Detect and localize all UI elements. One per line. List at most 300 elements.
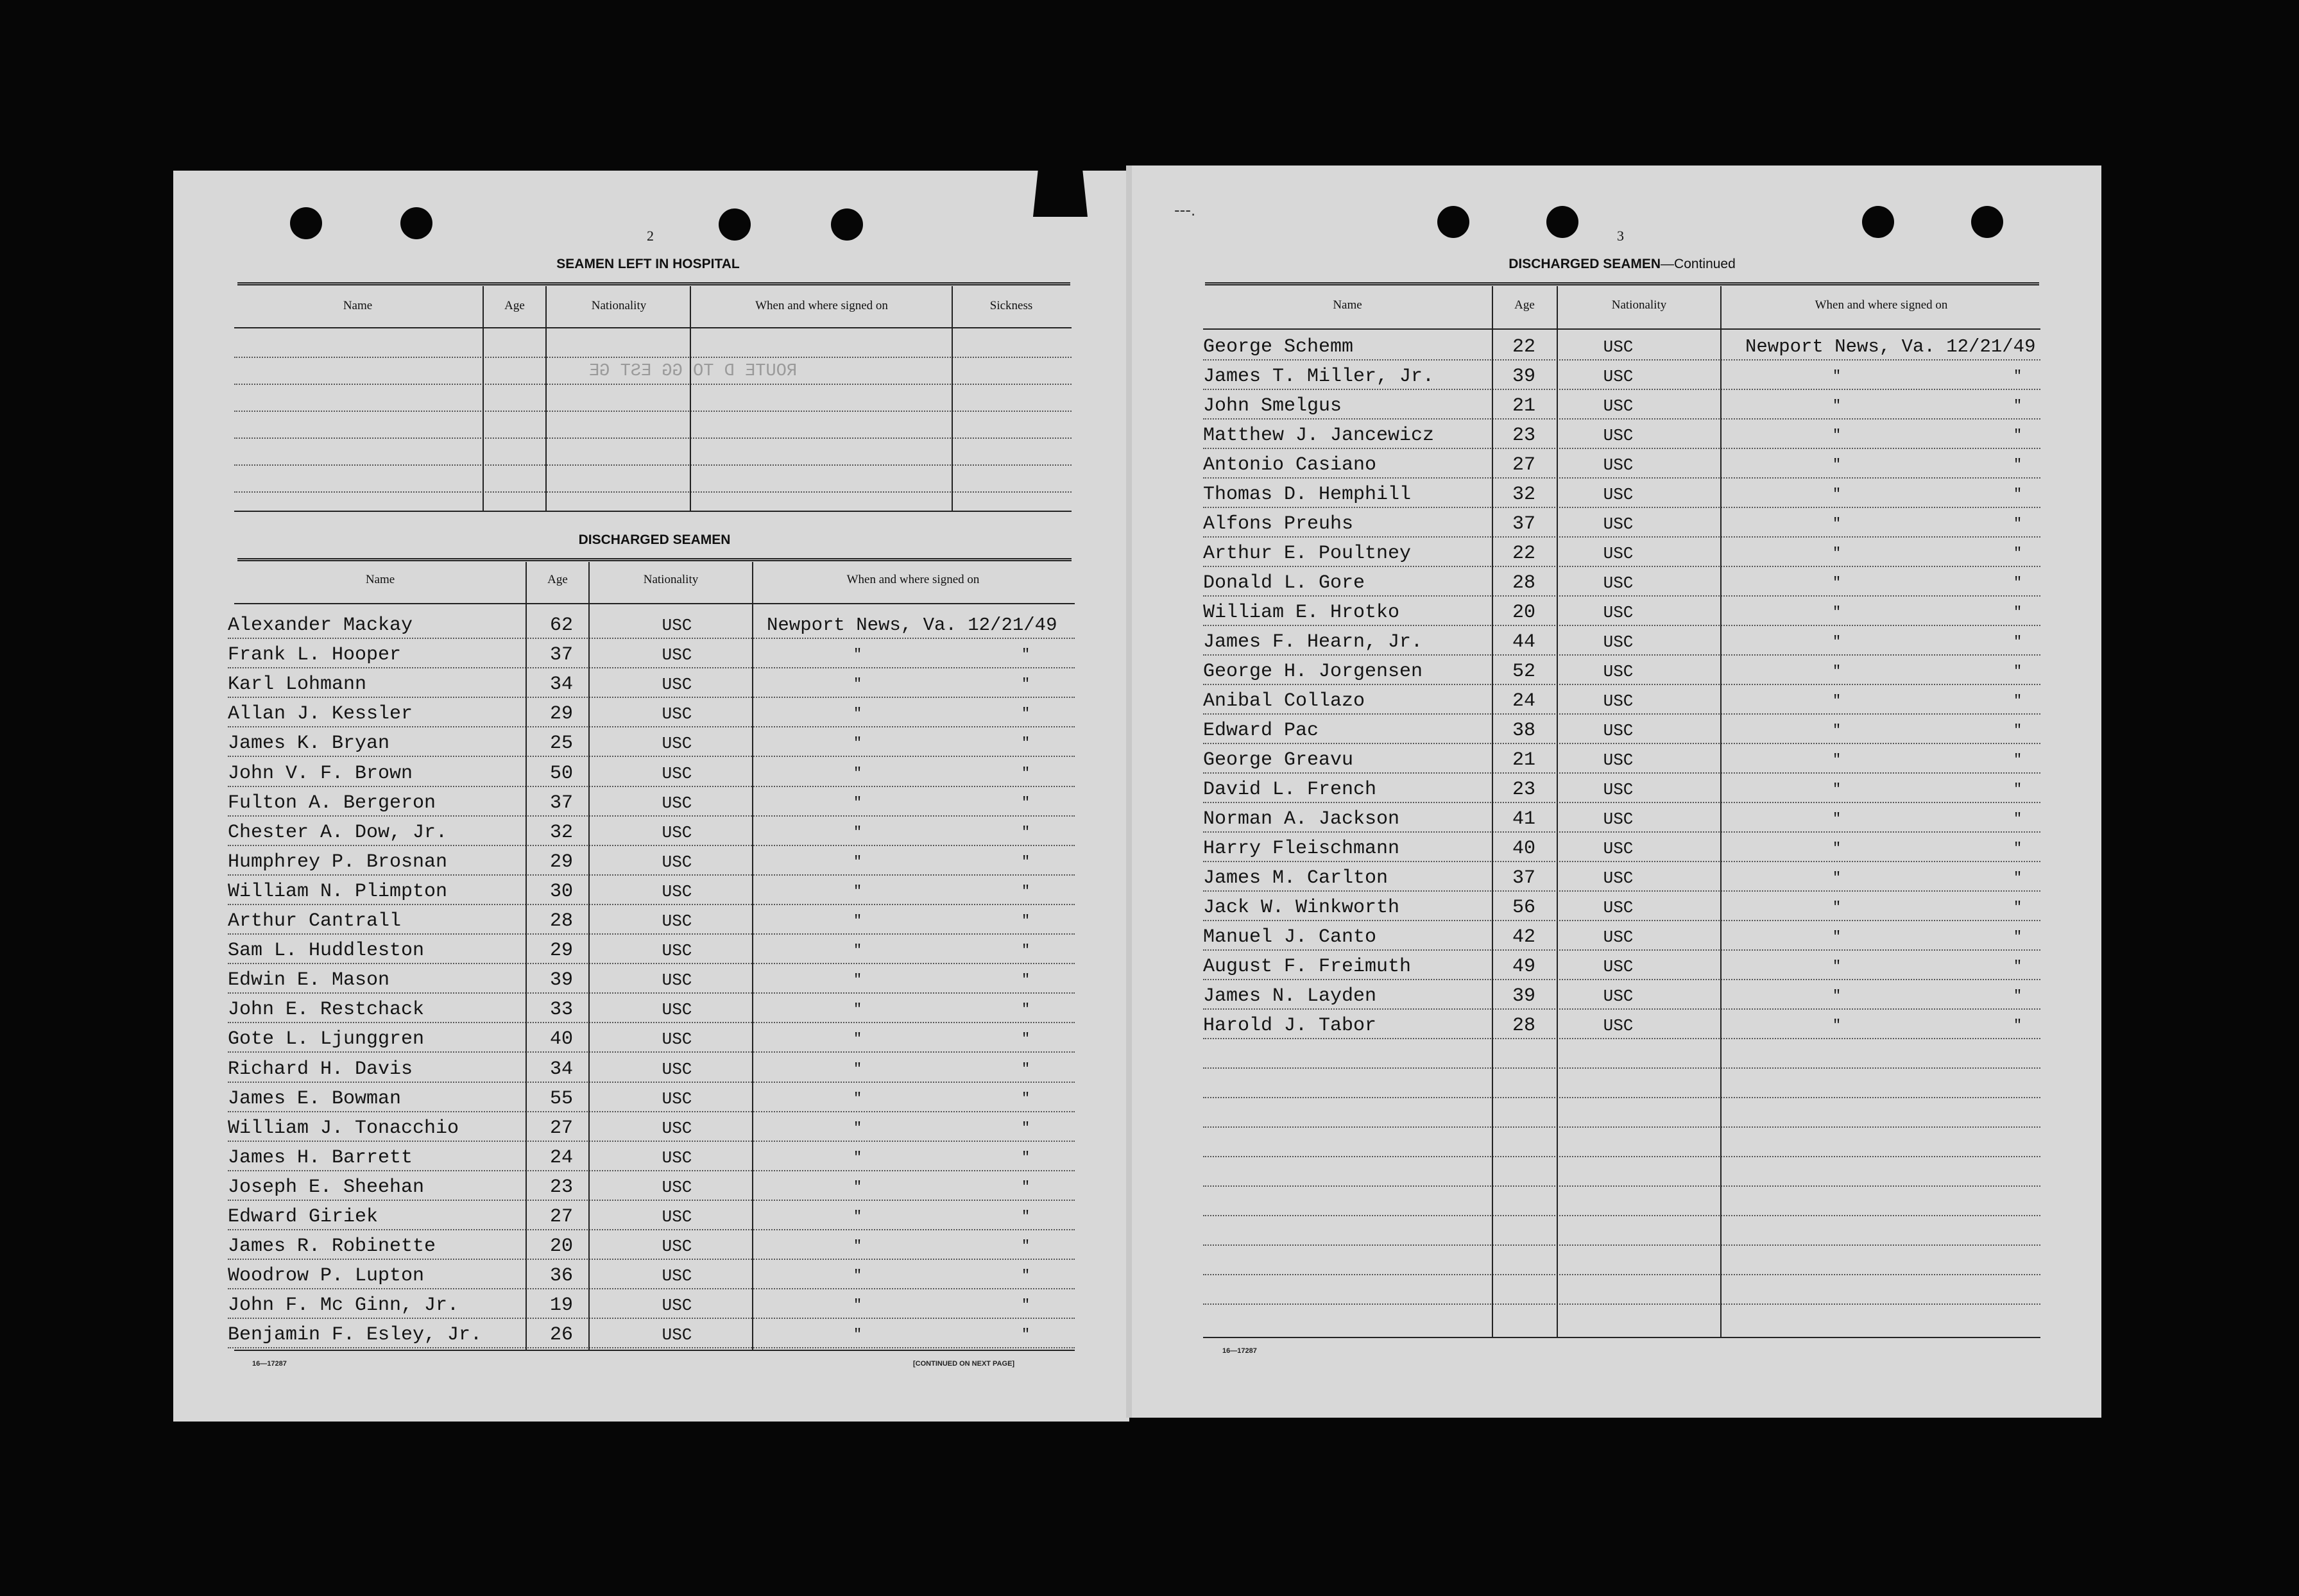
seaman-name: James T. Miller, Jr. <box>1203 366 1435 387</box>
ditto-mark: " <box>1021 647 1030 663</box>
punch-hole <box>1971 206 2003 238</box>
seaman-nationality: USC <box>1603 573 1634 593</box>
seaman-age: 23 <box>549 1176 573 1198</box>
seaman-name: John Smelgus <box>1203 395 1342 417</box>
seaman-age: 39 <box>1512 985 1535 1007</box>
seaman-name: Humphrey P. Brosnan <box>228 851 448 873</box>
ditto-mark: " <box>2013 486 2022 502</box>
seaman-name: Alfons Preuhs <box>1203 513 1354 535</box>
row-line <box>1203 389 2040 390</box>
ditto-mark: " <box>1833 368 1842 384</box>
seaman-age: 37 <box>549 644 573 666</box>
empty-row-line <box>1203 1126 2040 1128</box>
ditto-mark: " <box>1833 516 1842 532</box>
seaman-age: 19 <box>549 1295 573 1317</box>
row-line <box>228 1082 1075 1083</box>
ditto-mark: " <box>1833 840 1842 856</box>
seaman-age: 21 <box>1512 395 1535 417</box>
ditto-mark: " <box>2013 693 2022 709</box>
row-line <box>228 874 1075 876</box>
seaman-nationality: USC <box>1603 751 1634 770</box>
seaman-age: 42 <box>1512 926 1535 948</box>
seaman-name: Gote L. Ljunggren <box>228 1028 425 1051</box>
seaman-nationality: USC <box>1603 544 1634 563</box>
empty-row-line <box>234 491 1072 493</box>
ditto-mark: " <box>853 1149 862 1166</box>
seaman-nationality: USC <box>662 1237 692 1257</box>
row-line <box>1203 359 2040 361</box>
signed-on-place-date: Newport News, Va. 12/21/49 <box>1745 336 2036 357</box>
seaman-nationality: USC <box>662 616 692 635</box>
seaman-nationality: USC <box>662 1118 692 1138</box>
ditto-mark: " <box>1021 1090 1030 1107</box>
row-line <box>228 1288 1075 1289</box>
row-line <box>228 1318 1075 1319</box>
seaman-name: Allan J. Kessler <box>228 703 413 726</box>
ditto-mark: " <box>1021 735 1030 752</box>
row-line <box>1203 979 2040 980</box>
seaman-nationality: USC <box>662 1296 692 1316</box>
ditto-mark: " <box>1833 575 1842 591</box>
seaman-nationality: USC <box>662 1177 692 1197</box>
row-line <box>1203 536 2040 538</box>
punch-hole <box>1862 206 1894 238</box>
ditto-mark: " <box>1021 1327 1030 1343</box>
row-line <box>228 786 1075 787</box>
seaman-age: 37 <box>1512 513 1535 535</box>
empty-row-line <box>1203 1215 2040 1216</box>
seaman-name: James M. Carlton <box>1203 867 1389 889</box>
seaman-nationality: USC <box>1603 692 1634 711</box>
row-line <box>228 1200 1075 1201</box>
ditto-mark: " <box>853 647 862 663</box>
seaman-age: 37 <box>1512 867 1535 889</box>
seaman-name: James F. Hearn, Jr. <box>1203 631 1423 653</box>
seaman-name: Woodrow P. Lupton <box>228 1265 425 1287</box>
seaman-age: 27 <box>549 1206 573 1228</box>
seaman-age: 36 <box>549 1265 573 1287</box>
row-line <box>228 667 1075 668</box>
row-line <box>1203 861 2040 862</box>
col-header-age: Age <box>547 573 568 586</box>
row-line <box>228 1229 1075 1230</box>
seaman-nationality: USC <box>1603 957 1634 976</box>
seaman-name: Jack W. Winkworth <box>1203 897 1400 919</box>
ditto-mark: " <box>2013 988 2022 1004</box>
ditto-mark: " <box>1021 883 1030 899</box>
header-rule <box>234 603 1075 604</box>
empty-row-line <box>1203 1244 2040 1246</box>
col-header-name: Name <box>365 573 395 586</box>
ditto-mark: " <box>853 913 862 929</box>
seaman-age: 23 <box>1512 779 1535 801</box>
ditto-mark: " <box>853 1060 862 1077</box>
seaman-nationality: USC <box>1603 987 1634 1006</box>
ditto-mark: " <box>853 1327 862 1343</box>
ditto-mark: " <box>2013 457 2022 473</box>
row-line <box>228 1051 1075 1053</box>
seaman-nationality: USC <box>1603 928 1634 947</box>
seaman-nationality: USC <box>1603 455 1634 475</box>
ditto-mark: " <box>2013 752 2022 768</box>
row-line <box>228 726 1075 727</box>
seaman-nationality: USC <box>1603 514 1634 534</box>
punch-hole <box>831 208 863 241</box>
seaman-nationality: USC <box>1603 898 1634 917</box>
ditto-mark: " <box>853 1209 862 1225</box>
ditto-mark: " <box>1021 794 1030 811</box>
seaman-age: 50 <box>549 762 573 785</box>
ditto-mark: " <box>2013 398 2022 414</box>
ditto-mark: " <box>2013 575 2022 591</box>
seaman-name: Chester A. Dow, Jr. <box>228 821 448 844</box>
seaman-name: Antonio Casiano <box>1203 454 1377 476</box>
seaman-age: 44 <box>1512 631 1535 653</box>
ditto-mark: " <box>1833 545 1842 561</box>
ditto-mark: " <box>2013 722 2022 738</box>
seaman-nationality: USC <box>1603 603 1634 622</box>
row-line <box>1203 1038 2040 1039</box>
ditto-mark: " <box>1833 457 1842 473</box>
ditto-mark: " <box>853 824 862 840</box>
col-header-signed-on: When and where signed on <box>846 573 980 586</box>
ditto-mark: " <box>1833 722 1842 738</box>
seaman-nationality: USC <box>662 822 692 842</box>
seaman-age: 49 <box>1512 956 1535 978</box>
seaman-age: 39 <box>549 969 573 992</box>
punch-hole <box>1437 206 1469 238</box>
row-line <box>228 815 1075 817</box>
seaman-age: 26 <box>549 1324 573 1346</box>
seaman-nationality: USC <box>662 1030 692 1049</box>
ditto-mark: " <box>2013 870 2022 886</box>
row-line <box>1203 625 2040 626</box>
row-line <box>1203 418 2040 420</box>
row-line <box>1203 772 2040 774</box>
seaman-age: 34 <box>549 1058 573 1080</box>
ditto-mark: " <box>1021 1268 1030 1284</box>
punch-hole <box>1546 206 1578 238</box>
row-line <box>1203 448 2040 449</box>
ditto-mark: " <box>853 735 862 752</box>
seaman-nationality: USC <box>662 1000 692 1020</box>
seaman-age: 40 <box>1512 838 1535 860</box>
seaman-name: James E. Bowman <box>228 1087 402 1110</box>
row-line <box>1203 477 2040 479</box>
ditto-mark: " <box>853 765 862 781</box>
ditto-mark: " <box>1021 972 1030 989</box>
ditto-mark: " <box>1833 988 1842 1004</box>
seaman-name: Sam L. Huddleston <box>228 940 425 962</box>
seaman-nationality: USC <box>662 1148 692 1167</box>
ditto-mark: " <box>853 853 862 870</box>
seaman-name: George H. Jorgensen <box>1203 661 1423 683</box>
seaman-nationality: USC <box>1603 367 1634 386</box>
seaman-name: John F. Mc Ginn, Jr. <box>228 1295 459 1317</box>
table-bottom-rule <box>234 1350 1075 1351</box>
row-line <box>1203 920 2040 921</box>
seaman-name: Edwin E. Mason <box>228 969 390 992</box>
row-line <box>228 845 1075 846</box>
seaman-name: Harry Fleischmann <box>1203 838 1400 860</box>
seaman-nationality: USC <box>662 941 692 961</box>
ditto-mark: " <box>2013 929 2022 945</box>
seaman-nationality: USC <box>1603 869 1634 888</box>
table-bottom-rule <box>1203 1337 2040 1338</box>
ditto-mark: " <box>2013 811 2022 827</box>
row-line <box>1203 595 2040 597</box>
ditto-mark: " <box>1021 1031 1030 1048</box>
ditto-mark: " <box>1833 958 1842 974</box>
seaman-name: James H. Barrett <box>228 1146 413 1169</box>
seaman-name: Thomas D. Hemphill <box>1203 484 1412 505</box>
ditto-mark: " <box>1833 1017 1842 1033</box>
row-line <box>228 1022 1075 1023</box>
seaman-name: Donald L. Gore <box>1203 572 1365 594</box>
seaman-name: William E. Hrotko <box>1203 602 1400 624</box>
seaman-age: 21 <box>1512 749 1535 771</box>
row-line <box>1203 1008 2040 1010</box>
punch-hole <box>400 207 432 239</box>
row-line <box>228 1111 1075 1112</box>
ditto-mark: " <box>1833 929 1842 945</box>
empty-row-line <box>1203 1274 2040 1275</box>
seaman-nationality: USC <box>1603 396 1634 416</box>
seaman-age: 22 <box>1512 336 1535 358</box>
seaman-nationality: USC <box>1603 721 1634 740</box>
discharged-title: DISCHARGED SEAMEN <box>578 532 731 547</box>
row-line <box>1203 654 2040 656</box>
seaman-name: John E. Restchack <box>228 999 425 1021</box>
title-suffix: —Continued <box>1661 257 1736 271</box>
ditto-mark: " <box>2013 781 2022 797</box>
ditto-mark: " <box>853 1090 862 1107</box>
row-line <box>1203 566 2040 567</box>
seaman-nationality: USC <box>662 645 692 665</box>
seaman-name: Alexander Mackay <box>228 615 413 636</box>
hospital-title: SEAMEN LEFT IN HOSPITAL <box>556 257 740 271</box>
seaman-nationality: USC <box>662 1089 692 1108</box>
form-number: 16—17287 <box>252 1360 287 1368</box>
seaman-name: William N. Plimpton <box>228 880 448 903</box>
row-line <box>1203 507 2040 508</box>
double-rule <box>1205 282 2039 285</box>
page-gutter <box>1126 166 1132 1418</box>
ditto-mark: " <box>853 1268 862 1284</box>
seaman-nationality: USC <box>1603 485 1634 504</box>
seaman-name: Edward Giriek <box>228 1206 379 1228</box>
ditto-mark: " <box>853 942 862 959</box>
seaman-name: Benjamin F. Esley, Jr. <box>228 1324 483 1346</box>
ditto-mark: " <box>1833 781 1842 797</box>
column-divider <box>1492 286 1493 1338</box>
seaman-age: 32 <box>1512 484 1535 505</box>
ditto-mark: " <box>853 706 862 722</box>
seaman-name: William J. Tonacchio <box>228 1117 459 1139</box>
seaman-age: 29 <box>549 940 573 962</box>
ditto-mark: " <box>853 972 862 989</box>
ditto-mark: " <box>1021 1060 1030 1077</box>
ditto-mark: " <box>1833 663 1842 679</box>
seaman-nationality: USC <box>662 1059 692 1079</box>
seaman-nationality: USC <box>1603 839 1634 858</box>
ditto-mark: " <box>1021 824 1030 840</box>
col-header-name: Name <box>343 299 373 312</box>
table-bottom-rule <box>234 511 1072 512</box>
seaman-age: 55 <box>549 1087 573 1110</box>
ditto-mark: " <box>1833 870 1842 886</box>
title-main: DISCHARGED SEAMEN <box>1508 257 1661 271</box>
seaman-age: 32 <box>549 821 573 844</box>
seaman-name: Frank L. Hooper <box>228 644 402 666</box>
row-line <box>228 638 1075 639</box>
seaman-name: Arthur Cantrall <box>228 910 402 932</box>
seaman-nationality: USC <box>1603 426 1634 445</box>
ditto-mark: " <box>2013 958 2022 974</box>
empty-row-line <box>1203 1303 2040 1305</box>
ditto-mark: " <box>1833 899 1842 915</box>
row-line <box>228 697 1075 698</box>
ditto-mark: " <box>1833 486 1842 502</box>
seaman-age: 33 <box>549 999 573 1021</box>
ditto-mark: " <box>853 883 862 899</box>
col-header-nationality: Nationality <box>591 299 647 312</box>
ditto-mark: " <box>853 1178 862 1195</box>
empty-row-line <box>1203 1185 2040 1187</box>
empty-row-line <box>234 464 1072 466</box>
seaman-nationality: USC <box>1603 1016 1634 1035</box>
column-divider <box>690 286 691 511</box>
seaman-nationality: USC <box>662 971 692 990</box>
seaman-nationality: USC <box>662 704 692 724</box>
seaman-name: August F. Freimuth <box>1203 956 1412 978</box>
empty-row-line <box>1203 1097 2040 1098</box>
seaman-age: 27 <box>549 1117 573 1139</box>
column-divider <box>1720 286 1722 1338</box>
row-line <box>228 756 1075 757</box>
header-rule <box>1203 328 2040 330</box>
ditto-mark: " <box>1833 693 1842 709</box>
ditto-mark: " <box>2013 368 2022 384</box>
ditto-mark: " <box>1021 1238 1030 1255</box>
row-line <box>1203 802 2040 803</box>
seaman-name: Manuel J. Canto <box>1203 926 1377 948</box>
seaman-name: James R. Robinette <box>228 1235 436 1258</box>
seaman-age: 20 <box>1512 602 1535 624</box>
seaman-age: 22 <box>1512 543 1535 565</box>
seaman-age: 24 <box>549 1146 573 1169</box>
double-rule <box>237 282 1070 285</box>
seaman-age: 20 <box>549 1235 573 1258</box>
continued-note: [CONTINUED ON NEXT PAGE] <box>913 1360 1015 1368</box>
row-line <box>228 1170 1075 1171</box>
ditto-mark: " <box>853 794 862 811</box>
ditto-mark: " <box>853 1001 862 1018</box>
empty-row-line <box>1203 1067 2040 1069</box>
seaman-age: 62 <box>549 615 573 636</box>
seaman-name: Harold J. Tabor <box>1203 1015 1377 1037</box>
seaman-name: Edward Pac <box>1203 720 1319 742</box>
row-line <box>1203 743 2040 744</box>
col-header-nationality: Nationality <box>1611 298 1667 312</box>
seaman-nationality: USC <box>662 881 692 901</box>
ditto-mark: " <box>2013 604 2022 620</box>
col-header-name: Name <box>1333 298 1362 312</box>
row-line <box>228 1141 1075 1142</box>
seaman-age: 52 <box>1512 661 1535 683</box>
empty-row-line <box>234 357 1072 358</box>
seaman-nationality: USC <box>662 1325 692 1345</box>
row-line <box>1203 831 2040 833</box>
row-line <box>1203 713 2040 715</box>
form-number: 16—17287 <box>1222 1347 1257 1355</box>
seaman-nationality: USC <box>662 912 692 931</box>
seaman-age: 38 <box>1512 720 1535 742</box>
ditto-mark: " <box>1021 853 1030 870</box>
column-divider <box>588 562 590 1351</box>
ditto-mark: " <box>2013 634 2022 650</box>
seaman-name: Joseph E. Sheehan <box>228 1176 425 1198</box>
ditto-mark: " <box>1833 752 1842 768</box>
seaman-nationality: USC <box>1603 810 1634 829</box>
ditto-mark: " <box>1833 427 1842 443</box>
ditto-mark: " <box>853 1119 862 1136</box>
col-header-sickness: Sickness <box>989 299 1033 312</box>
row-line <box>228 1347 1075 1348</box>
row-line <box>1203 684 2040 685</box>
column-divider <box>526 562 527 1351</box>
seaman-age: 24 <box>1512 690 1535 712</box>
bleed-through-text: ROUTE D TO GG EST GE <box>589 362 798 381</box>
empty-row-line <box>1203 1156 2040 1157</box>
empty-row-line <box>234 437 1072 439</box>
column-divider <box>752 562 753 1351</box>
seaman-nationality: USC <box>1603 780 1634 799</box>
column-divider <box>545 286 547 511</box>
seaman-nationality: USC <box>1603 632 1634 652</box>
ditto-mark: " <box>1021 1209 1030 1225</box>
ditto-mark: " <box>2013 899 2022 915</box>
row-line <box>228 992 1075 994</box>
seaman-nationality: USC <box>1603 337 1634 357</box>
ditto-mark: " <box>1021 1178 1030 1195</box>
seaman-nationality: USC <box>662 852 692 872</box>
ditto-mark: " <box>853 1297 862 1314</box>
seaman-name: George Greavu <box>1203 749 1354 771</box>
signed-on-place-date: Newport News, Va. 12/21/49 <box>767 615 1057 636</box>
ditto-mark: " <box>1021 1297 1030 1314</box>
seaman-age: 39 <box>1512 366 1535 387</box>
row-line <box>228 963 1075 964</box>
ditto-mark: " <box>1021 765 1030 781</box>
ditto-mark: " <box>1021 1119 1030 1136</box>
seaman-age: 28 <box>1512 1015 1535 1037</box>
col-header-signed-on: When and where signed on <box>1815 298 1948 312</box>
seaman-age: 23 <box>1512 425 1535 446</box>
ditto-mark: " <box>853 1031 862 1048</box>
ditto-mark: " <box>2013 1017 2022 1033</box>
punch-hole <box>290 207 322 239</box>
row-line <box>228 933 1075 935</box>
ditto-mark: " <box>2013 840 2022 856</box>
seaman-name: Fulton A. Bergeron <box>228 792 436 814</box>
seaman-name: Karl Lohmann <box>228 674 367 696</box>
page-notch <box>1033 166 1088 217</box>
ditto-mark: " <box>1021 676 1030 693</box>
seaman-nationality: USC <box>662 675 692 695</box>
seaman-age: 28 <box>1512 572 1535 594</box>
seaman-age: 30 <box>549 880 573 903</box>
